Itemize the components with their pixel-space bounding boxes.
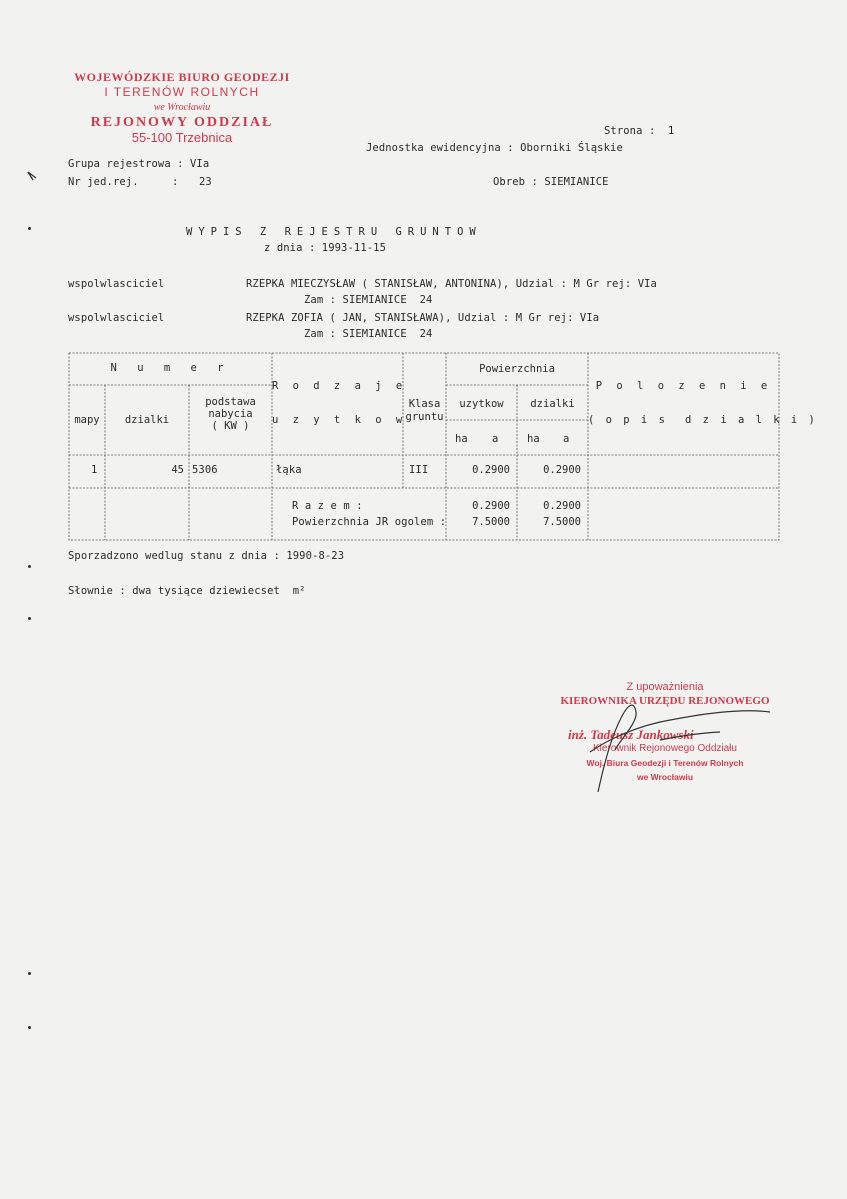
header-a-2: a — [563, 433, 570, 445]
header-land-use-text: u z y t k o w — [272, 414, 407, 426]
header-basis-2: nabycia — [208, 408, 253, 420]
stamp-line-2: I TERENÓW ROLNYCH — [104, 85, 260, 99]
total-usable: 0.2900 — [472, 500, 510, 512]
owner-2-name: RZEPKA ZOFIA ( JAN, STANISŁAWA), Udzial : M Gr rej: VIa — [246, 312, 600, 324]
header-a-1: a — [492, 433, 499, 445]
row-class: III — [409, 464, 429, 476]
owner-1-role: wspolwlasciciel — [68, 278, 165, 290]
row-land-use: łąka — [276, 464, 302, 476]
document-date: z dnia : 1993-11-15 — [264, 242, 387, 254]
owner-2-address: Zam : SIEMIANICE 24 — [304, 328, 433, 340]
page-label: Strona : — [604, 125, 656, 137]
register-group: Grupa rejestrowa : VIa — [68, 158, 210, 170]
header-ha-1: ha — [455, 433, 468, 445]
header-description-text: ( o p i s d z i a l k i ) — [588, 414, 818, 426]
row-land-register: 5306 — [192, 464, 218, 476]
overall-label: Powierzchnia JR ogolem : — [292, 516, 447, 528]
row-parcel: 45 — [171, 464, 184, 476]
header-class: Klasa — [408, 398, 441, 410]
document-title: WYPIS Z REJESTRU GRUNTOW — [186, 226, 482, 238]
auth-line-3: inż. Tadeusz Jankowski — [568, 727, 694, 742]
header-land-types-text: R o d z a j e — [272, 380, 407, 392]
unit-number-label: Nr jed.rej. — [68, 176, 139, 188]
header-map: mapy — [74, 414, 100, 426]
auth-line-6: we Wrocławiu — [636, 772, 694, 782]
precinct: Obreb : SIEMIANICE — [493, 176, 609, 188]
header-basis-3: ( KW ) — [211, 420, 250, 432]
header-basis-1: podstawa — [205, 396, 256, 408]
registration-unit: Jednostka ewidencyjna : Oborniki Śląskie — [366, 142, 623, 154]
auth-line-1: Z upoważnienia — [626, 681, 704, 693]
stamp-line-1: WOJEWÓDZKIE BIURO GEODEZJI — [74, 70, 290, 84]
header-soil: gruntu — [405, 411, 444, 423]
header-usable: uzytkow — [459, 398, 504, 410]
stamp-line-4: REJONOWY ODDZIAŁ — [90, 115, 274, 130]
header-number-text: N u m e r — [110, 362, 231, 374]
row-area-parcel: 0.2900 — [543, 464, 581, 476]
area-in-words: Słownie : dwa tysiące dziewiecset m² — [68, 585, 306, 597]
header-ha-2: ha — [527, 433, 540, 445]
stamp-line-5: 55-100 Trzebnica — [131, 130, 233, 145]
row-area-usable: 0.2900 — [472, 464, 510, 476]
owner-1-address: Zam : SIEMIANICE 24 — [304, 294, 433, 306]
owner-1-name: RZEPKA MIECZYSŁAW ( STANISŁAW, ANTONINA), Udzial : M Gr rej: VIa — [246, 278, 657, 290]
total-label: R a z e m : — [292, 500, 363, 512]
row-map: 1 — [91, 464, 98, 476]
header-parcels: dzialki — [530, 398, 575, 410]
unit-number-value: 23 — [199, 176, 212, 188]
header-area: Powierzchnia — [479, 363, 555, 375]
unit-number-separator: : — [172, 176, 179, 188]
stamp-line-3: we Wrocławiu — [153, 102, 211, 113]
header-location-text: P o l o z e n i e — [595, 380, 772, 392]
owner-2-role: wspolwlasciciel — [68, 312, 165, 324]
total-parcel: 0.2900 — [543, 500, 581, 512]
header-parcel: dzialki — [124, 414, 170, 426]
auth-line-2: KIEROWNIKA URZĘDU REJONOWEGO — [560, 695, 770, 707]
overall-parcel: 7.5000 — [543, 516, 581, 528]
overall-usable: 7.5000 — [472, 516, 510, 528]
page-number: 1 — [668, 125, 675, 137]
auth-line-4: Kierownik Rejonowego Oddziału — [593, 743, 737, 754]
auth-line-5: Woj. Biura Geodezji i Terenów Rolnych — [586, 758, 744, 768]
state-date-note: Sporzadzono wedlug stanu z dnia : 1990-8-23 — [68, 550, 345, 562]
